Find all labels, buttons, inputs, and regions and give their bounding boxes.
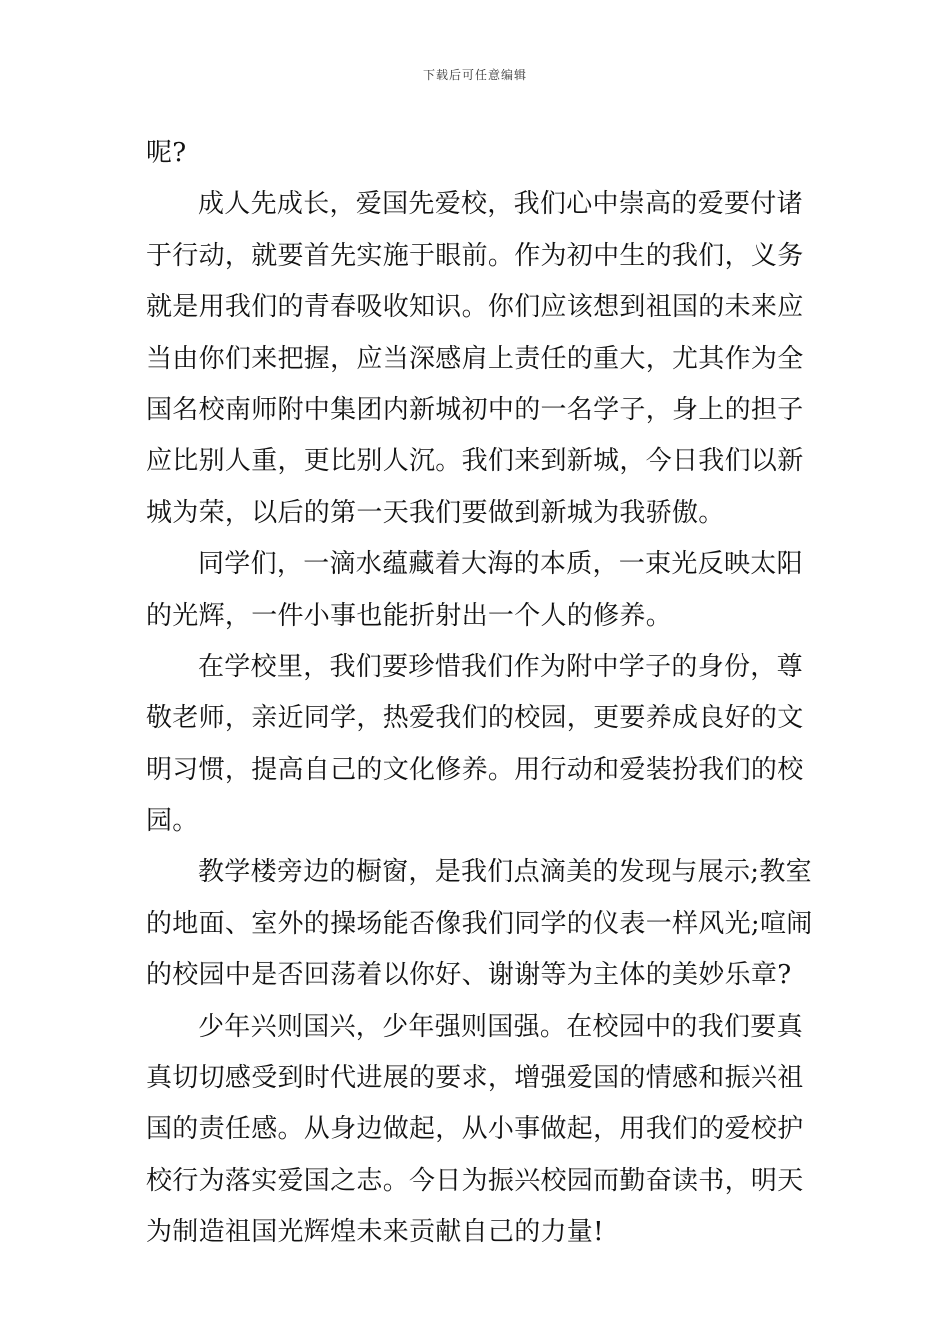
paragraph <box>146 539 812 642</box>
text-line: 的地面、室外的操场能否像我们同学的仪表一样风光;喧闹 <box>146 908 813 939</box>
text-line: 校行为落实爱国之志。今日为振兴校园而勤奋读书，明天 <box>146 1165 804 1196</box>
text-line: 当由你们来把握，应当深感肩上责任的重大，尤其作为全 <box>146 343 804 374</box>
text-line: 应比别人重，更比别人沉。我们来到新城，今日我们以新 <box>146 446 804 477</box>
text-line: 真切切感受到时代进展的要求，增强爱国的情感和振兴祖 <box>146 1063 804 1094</box>
paragraph <box>146 1002 812 1259</box>
text-line: 教学楼旁边的橱窗，是我们点滴美的发现与展示;教室 <box>198 857 812 888</box>
paragraph <box>146 642 812 848</box>
text-line: 就是用我们的青春吸收知识。你们应该想到祖国的未来应 <box>146 292 804 323</box>
text-line: 的校园中是否回荡着以你好、谢谢等为主体的美妙乐章? <box>146 960 792 991</box>
text-line: 城为荣，以后的第一天我们要做到新城为我骄傲。 <box>146 497 725 528</box>
text-line: 于行动，就要首先实施于眼前。作为初中生的我们，义务 <box>146 240 804 271</box>
text-line: 国名校南师附中集团内新城初中的一名学子，身上的担子 <box>146 394 804 425</box>
document-body <box>146 128 812 1259</box>
text-line: 的光辉，一件小事也能折射出一个人的修养。 <box>146 600 673 631</box>
paragraph <box>146 128 812 179</box>
text-line: 国的责任感。从身边做起，从小事做起，用我们的爱校护 <box>146 1114 804 1145</box>
text-line: 在学校里，我们要珍惜我们作为附中学子的身份，尊 <box>198 651 803 682</box>
paragraph <box>146 847 812 1001</box>
text-line: 成人先成长，爱国先爱校，我们心中崇高的爱要付诸 <box>198 189 803 220</box>
text-line: 敬老师，亲近同学，热爱我们的校园，更要养成良好的文 <box>146 703 804 734</box>
text-line: 明习惯，提高自己的文化修养。用行动和爱装扮我们的校 <box>146 754 804 785</box>
text-line: 少年兴则国兴，少年强则国强。在校园中的我们要真 <box>198 1011 803 1042</box>
text-line: 为制造祖国光辉煌未来贡献自己的力量! <box>146 1217 604 1248</box>
text-line: 园。 <box>146 806 199 837</box>
paragraph <box>146 179 812 539</box>
text-line: 呢? <box>146 138 187 168</box>
page-header-note: 下载后可任意编辑 <box>422 68 527 82</box>
text-line: 同学们，一滴水蕴藏着大海的本质，一束光反映太阳 <box>198 549 803 580</box>
